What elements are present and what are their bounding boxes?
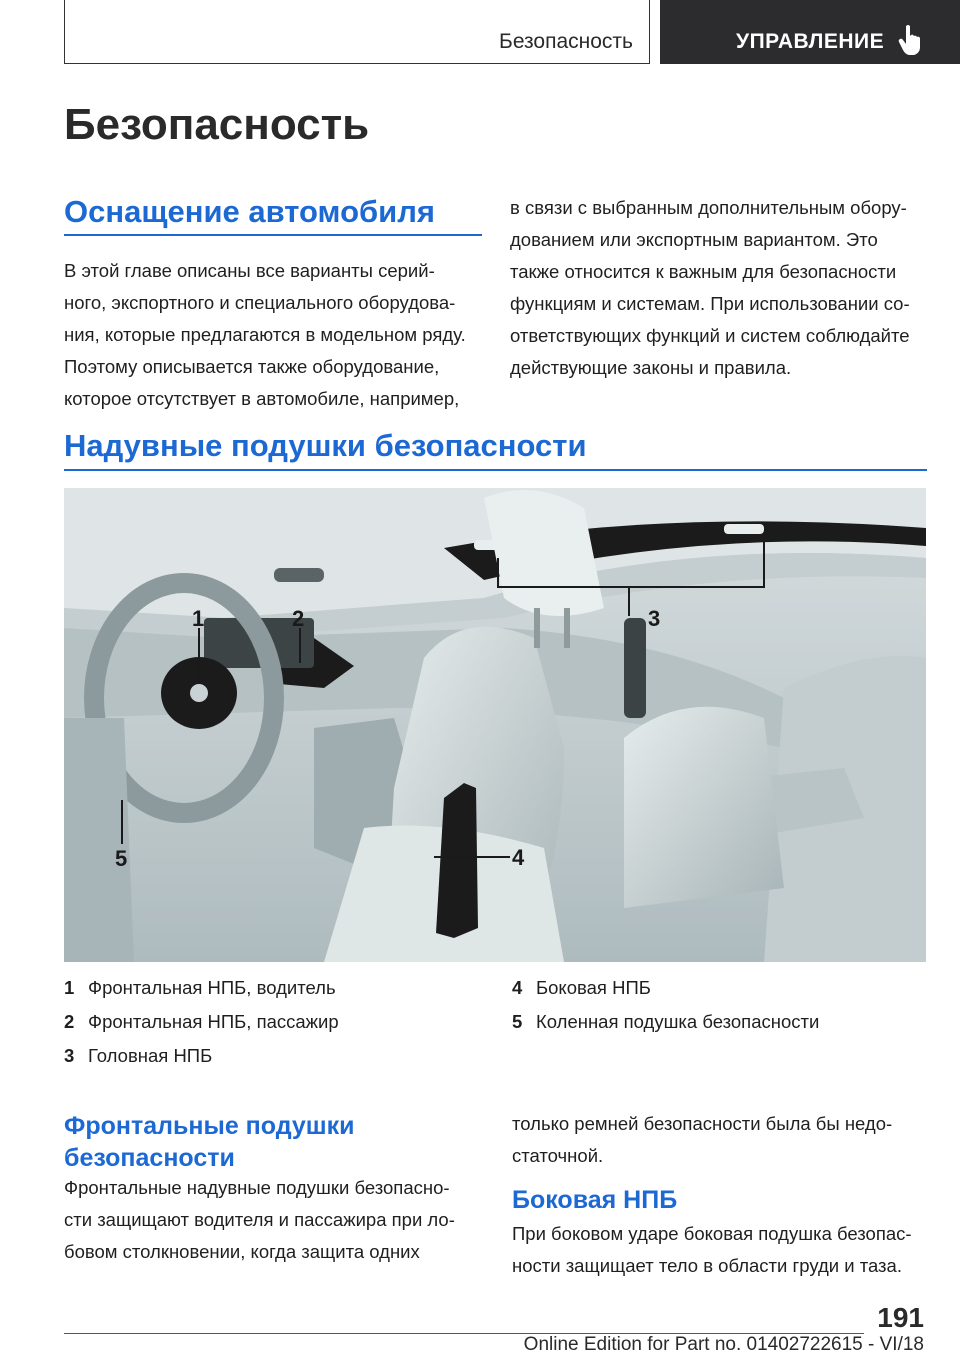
legend-left — [64, 977, 484, 1079]
header-section-label: Безопасность — [499, 30, 633, 53]
legend-item: 3 Головная НПБ — [64, 1045, 213, 1066]
equipment-text-col1: В этой главе описаны все варианты серий- ного, экспортного и специального оборудова- ния, которые предлагаются в модельном ряду. Поэтому описывается также оборудование, которое отсутствует в автомобиле, например, — [64, 260, 466, 409]
callout-3: 3 — [648, 606, 661, 631]
frontal-heading: Фронтальные подушки безопасности — [64, 1112, 355, 1172]
side-heading: Боковая НПБ — [512, 1186, 678, 1214]
legend-item: 4 Боковая НПБ — [512, 977, 651, 998]
side-text: При боковом ударе боковая подушка безопас- ности защищает тело в области груди и таза. — [512, 1223, 912, 1276]
legend-item: 5 Коленная подушка безопасности — [512, 1011, 820, 1032]
pointing-hand-icon — [898, 24, 926, 56]
header-chapter-tab[interactable] — [660, 0, 960, 64]
legend-right — [512, 977, 932, 1045]
equipment-text-col2: в связи с выбранным дополнительным обору- дованием или экспортным вариантом. Это также относится к важным для безопасности функциям и системам. При использовании со- ответствующих функций и систем соблюдайте действующие законы и правила. — [510, 197, 910, 378]
header-chapter-label: УПРАВЛЕНИЕ — [736, 30, 885, 53]
frontal-text-continued: только ремней безопасности была бы недо- статочной. — [512, 1113, 893, 1166]
frontal-text: Фронтальные надувные подушки безопасно- сти защищают водителя и пассажира при ло- бовом столкновении, когда защита одних — [64, 1177, 455, 1262]
callout-2: 2 — [292, 606, 305, 631]
page-number: 191 — [877, 1302, 924, 1333]
callout-5: 5 — [115, 846, 128, 871]
page-title: Безопасность — [64, 100, 370, 149]
equipment-heading: Оснащение автомобиля — [64, 194, 435, 229]
legend-item: 1 Фронтальная НПБ, водитель — [64, 977, 336, 998]
airbags-heading: Надувные подушки безопасности — [64, 428, 587, 463]
footer-edition: Online Edition for Part no. 01402722615 - VI/18 — [523, 1334, 924, 1355]
callout-4: 4 — [512, 845, 525, 870]
airbag-locations-figure — [64, 488, 926, 962]
airbags-heading-rule — [64, 469, 927, 471]
equipment-heading-rule — [64, 234, 482, 236]
legend-item: 2 Фронтальная НПБ, пассажир — [64, 1011, 339, 1032]
header-section-box — [64, 0, 650, 64]
callout-1: 1 — [192, 606, 205, 631]
